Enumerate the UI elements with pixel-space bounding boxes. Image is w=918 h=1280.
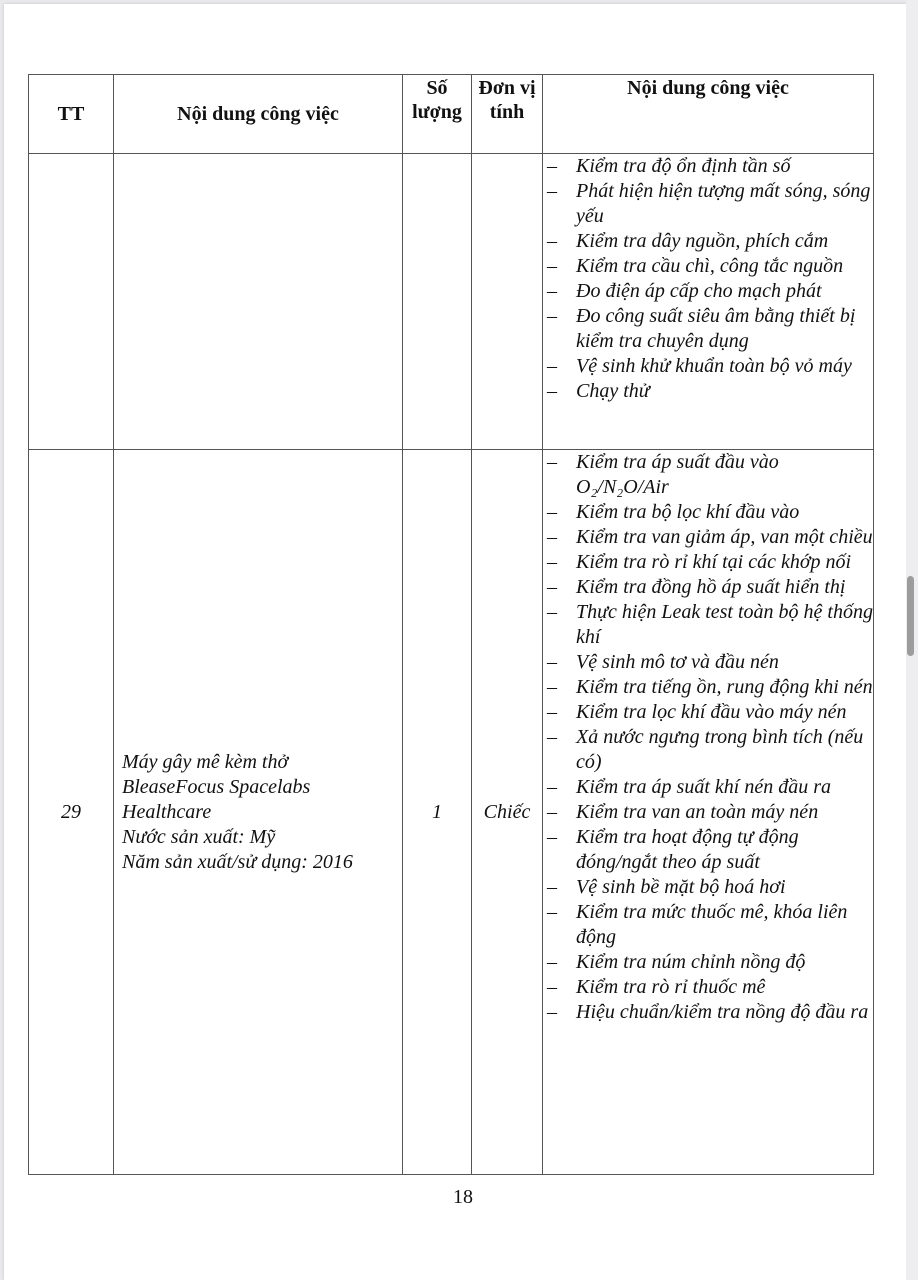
bullet-dash-icon: – bbox=[547, 501, 557, 523]
task-text: Kiểm tra rò rỉ thuốc mê bbox=[576, 976, 766, 998]
task-list bbox=[543, 154, 873, 404]
task-item bbox=[547, 354, 873, 379]
bullet-dash-icon: – bbox=[547, 601, 557, 623]
bullet-dash-icon: – bbox=[547, 676, 557, 698]
task-list bbox=[543, 450, 873, 1025]
task-item bbox=[547, 154, 873, 179]
device-line: BleaseFocus Spacelabs bbox=[122, 775, 311, 798]
task-text: Xả nước ngưng trong bình tích (nếu có) bbox=[576, 726, 864, 773]
task-item bbox=[547, 675, 873, 700]
task-item bbox=[547, 775, 873, 800]
bullet-dash-icon: – bbox=[547, 776, 557, 798]
row-tasks bbox=[543, 450, 874, 1175]
task-text: Kiểm tra cầu chì, công tắc nguồn bbox=[576, 255, 844, 277]
task-item bbox=[547, 500, 873, 525]
bullet-dash-icon: – bbox=[547, 230, 557, 252]
row-quantity: 1 bbox=[403, 450, 472, 1175]
task-item bbox=[547, 525, 873, 550]
task-text: Đo công suất siêu âm bằng thiết bị kiểm tra chuyên dụng bbox=[576, 305, 856, 352]
bullet-dash-icon: – bbox=[547, 801, 557, 823]
bullet-dash-icon: – bbox=[547, 576, 557, 598]
bullet-dash-icon: – bbox=[547, 255, 557, 277]
bullet-dash-icon: – bbox=[547, 180, 557, 202]
device-line: Năm sản xuất/sử dụng: 2016 bbox=[122, 850, 353, 873]
header-content: Nội dung công việc bbox=[114, 75, 403, 154]
task-item bbox=[547, 950, 873, 975]
task-item bbox=[547, 254, 873, 279]
task-item bbox=[547, 650, 873, 675]
task-item bbox=[547, 700, 873, 725]
row-unit bbox=[472, 154, 543, 450]
device-line: Nước sản xuất: Mỹ bbox=[122, 825, 276, 848]
device-line: Máy gây mê kèm thở bbox=[122, 750, 289, 773]
row-tasks bbox=[543, 154, 874, 450]
header-tasks: Nội dung công việc bbox=[543, 75, 874, 154]
task-text: Đo điện áp cấp cho mạch phát bbox=[576, 280, 822, 302]
bullet-dash-icon: – bbox=[547, 380, 557, 402]
task-item bbox=[547, 179, 873, 229]
task-item bbox=[547, 1000, 873, 1025]
task-item bbox=[547, 575, 873, 600]
header-tt: TT bbox=[29, 75, 114, 154]
bullet-dash-icon: – bbox=[547, 1001, 557, 1023]
row-tt bbox=[29, 154, 114, 450]
task-text: Kiểm tra hoạt động tự động đóng/ngắt theo áp suất bbox=[576, 826, 799, 873]
bullet-dash-icon: – bbox=[547, 551, 557, 573]
row-device bbox=[114, 450, 403, 1175]
bullet-dash-icon: – bbox=[547, 451, 557, 473]
row-unit: Chiếc bbox=[472, 450, 543, 1175]
task-text: Kiểm tra mức thuốc mê, khóa liên động bbox=[576, 901, 848, 948]
header-quantity: Số lượng bbox=[403, 75, 472, 154]
task-item bbox=[547, 975, 873, 1000]
task-text: Kiểm tra tiếng ồn, rung động khi nén bbox=[576, 676, 873, 698]
bullet-dash-icon: – bbox=[547, 651, 557, 673]
task-text: Kiểm tra rò rỉ khí tại các khớp nối bbox=[576, 551, 852, 573]
bullet-dash-icon: – bbox=[547, 155, 557, 177]
task-item bbox=[547, 725, 873, 775]
device-line: Healthcare bbox=[122, 800, 212, 823]
task-text: Kiểm tra van an toàn máy nén bbox=[576, 801, 819, 823]
task-text: Vệ sinh khử khuẩn toàn bộ vỏ máy bbox=[576, 355, 852, 377]
task-text: Phát hiện hiện tượng mất sóng, sóng yếu bbox=[576, 180, 871, 227]
scrollbar-track[interactable] bbox=[906, 0, 918, 1280]
bullet-dash-icon: – bbox=[547, 305, 557, 327]
bullet-dash-icon: – bbox=[547, 701, 557, 723]
table-row bbox=[29, 450, 874, 1175]
task-item bbox=[547, 825, 873, 875]
bullet-dash-icon: – bbox=[547, 876, 557, 898]
task-text: Hiệu chuẩn/kiểm tra nồng độ đầu ra bbox=[576, 1001, 869, 1023]
bullet-dash-icon: – bbox=[547, 901, 557, 923]
bullet-dash-icon: – bbox=[547, 726, 557, 748]
task-item bbox=[547, 550, 873, 575]
task-item bbox=[547, 875, 873, 900]
task-text: Kiểm tra đồng hồ áp suất hiển thị bbox=[576, 576, 846, 598]
task-item bbox=[547, 600, 873, 650]
task-text: Kiểm tra độ ổn định tần số bbox=[576, 155, 791, 177]
task-text: Kiểm tra bộ lọc khí đầu vào bbox=[576, 501, 800, 523]
table-row bbox=[29, 154, 874, 450]
task-text: Vệ sinh bề mặt bộ hoá hơi bbox=[576, 876, 786, 898]
task-item bbox=[547, 800, 873, 825]
table-header-row bbox=[29, 75, 874, 154]
task-text: Kiểm tra van giảm áp, van một chiều bbox=[576, 526, 873, 548]
task-text: Kiểm tra áp suất khí nén đầu ra bbox=[576, 776, 831, 798]
task-text: Kiểm tra núm chỉnh nồng độ bbox=[576, 951, 806, 973]
scrollbar-thumb[interactable] bbox=[907, 576, 914, 656]
bullet-dash-icon: – bbox=[547, 280, 557, 302]
maintenance-table bbox=[28, 74, 874, 1175]
task-item bbox=[547, 379, 873, 404]
task-item bbox=[547, 450, 873, 500]
task-text: Chạy thử bbox=[576, 380, 650, 402]
task-text: Kiểm tra dây nguồn, phích cắm bbox=[576, 230, 829, 252]
task-text: Kiểm tra lọc khí đầu vào máy nén bbox=[576, 701, 847, 723]
task-item bbox=[547, 229, 873, 254]
task-item bbox=[547, 900, 873, 950]
document-page bbox=[4, 4, 914, 1280]
task-text: Kiểm tra áp suất đầu vào O₂/N₂O/Air bbox=[576, 451, 779, 498]
bullet-dash-icon: – bbox=[547, 976, 557, 998]
row-device bbox=[114, 154, 403, 450]
row-tt: 29 bbox=[29, 450, 114, 1175]
bullet-dash-icon: – bbox=[547, 526, 557, 548]
bullet-dash-icon: – bbox=[547, 951, 557, 973]
bullet-dash-icon: – bbox=[547, 355, 557, 377]
task-text: Thực hiện Leak test toàn bộ hệ thống khí bbox=[576, 601, 873, 648]
page-number: 18 bbox=[453, 1186, 473, 1208]
header-unit: Đơn vị tính bbox=[472, 75, 543, 154]
task-item bbox=[547, 304, 873, 354]
row-quantity bbox=[403, 154, 472, 450]
task-item bbox=[547, 279, 873, 304]
task-text: Vệ sinh mô tơ và đầu nén bbox=[576, 651, 779, 673]
bullet-dash-icon: – bbox=[547, 826, 557, 848]
